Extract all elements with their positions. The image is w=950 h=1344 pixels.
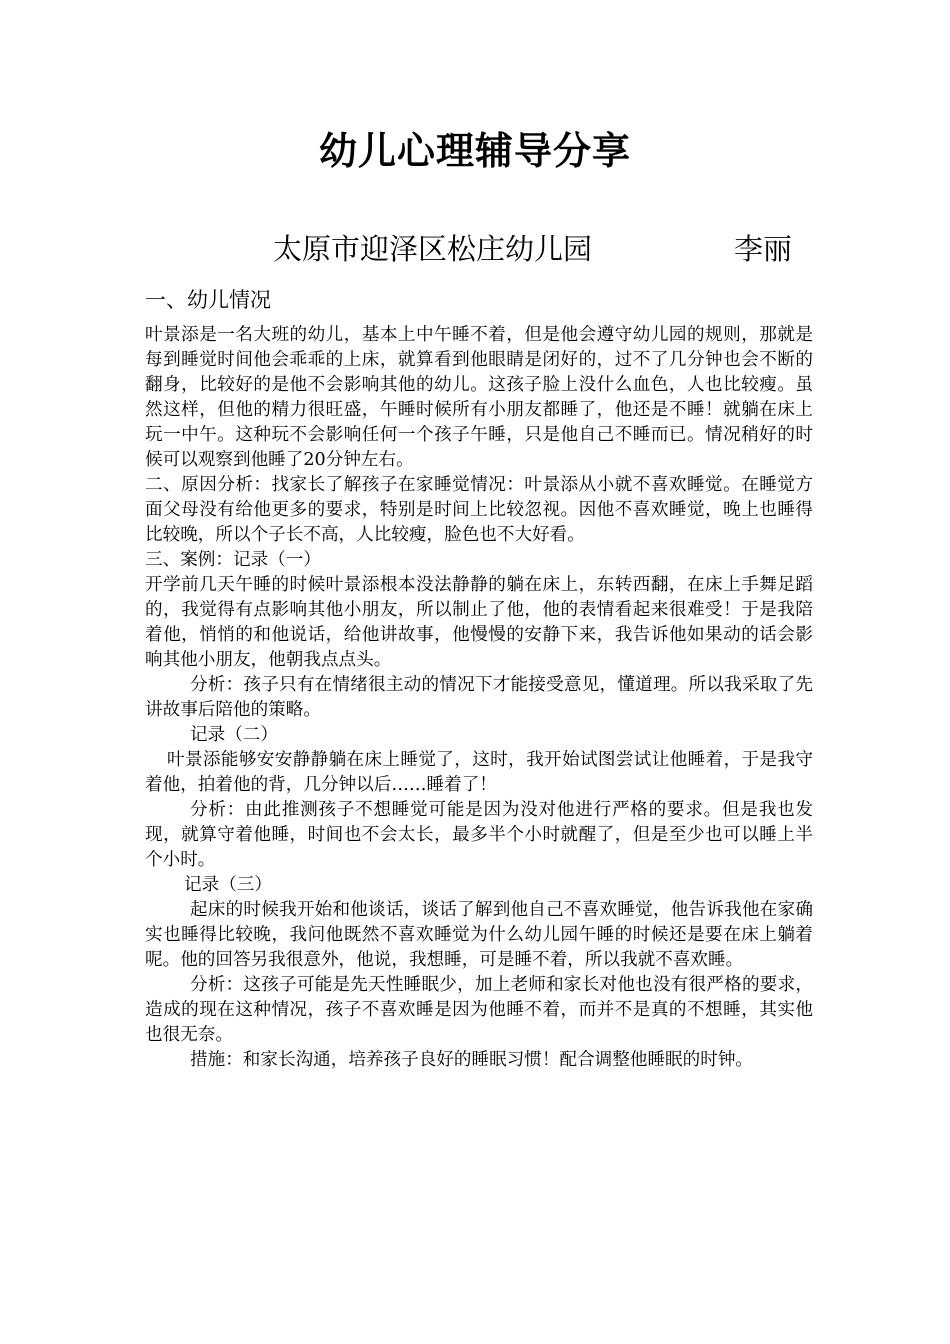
paragraph-record-2: 叶景添能够安安静静躺在床上睡觉了，这时，我开始试图尝试让他睡着，于是我守着他，拍着他的背，几分钟以后……睡着了！ — [145, 750, 813, 795]
paragraph-record-3: 起床的时候我开始和他谈话，谈话了解到他自己不喜欢睡觉，他告诉我他在家确实也睡得比较晚，我问他既然不喜欢睡觉为什么幼儿园午睡的时候还是要在床上躺着呢。他的回答另我很意外，他说，我想睡，可是睡不着，所以我就不喜欢睡。 — [145, 900, 813, 970]
heading-record-3: 记录（三） — [184, 875, 272, 895]
paragraph-child-situation: 叶景添是一名大班的幼儿，基本上中午睡不着，但是他会遵守幼儿园的规则，那就是每到睡觉时间他会乖乖的上床，就算看到他眼睛是闭好的，过不了几分钟也会不断的翻身，比较好的是他不会影响其他的幼儿。这孩子脸上没什么血色，人也比较瘦。虽然这样，但他的精力很旺盛，午睡时候所有小朋友都睡了，他还是不睡！就躺在床上玩一中午。这种玩不会影响任何一个孩子午睡，只是他自己不睡而已。情况稍好的时候可以观察到他睡了20分钟左右。 — [145, 325, 813, 470]
paragraph-analysis-2: 分析：由此推测孩子不想睡觉可能是因为没对他进行严格的要求。但是我也发现，就算守着他睡，时间也不会太长，最多半个小时就醒了，但是至少也可以睡上半个小时。 — [145, 800, 813, 870]
paragraph-measures: 措施：和家长沟通，培养孩子良好的睡眠习惯！配合调整他睡眠的时钟。 — [190, 1050, 754, 1070]
section-heading-child-situation: 一、幼儿情况 — [145, 288, 271, 312]
paragraph-cause-analysis: 二、原因分析：找家长了解孩子在家睡觉情况：叶景添从小就不喜欢睡觉。在睡觉方面父母没有给他更多的要求，特别是时间上比较忽视。因他不喜欢睡觉，晚上也睡得比较晚，所以个子长不高，人比较瘦，脸色也不大好看。 — [145, 475, 813, 545]
paragraph-record-1: 开学前几天午睡的时候叶景添根本没法静静的躺在床上，东转西翻，在床上手舞足蹈的，我觉得有点影响其他小朋友，所以制止了他，他的表情看起来很难受！于是我陪着他，悄悄的和他说话，给他讲故事，他慢慢的安静下来，我告诉他如果动的话会影响其他小朋友，他朝我点点头。 — [145, 575, 813, 670]
paragraph-analysis-3: 分析：这孩子可能是先天性睡眠少，加上老师和家长对他也没有很严格的要求，造成的现在这种情况，孩子不喜欢睡是因为他睡不着，而并不是真的不想睡，其实他也很无奈。 — [145, 975, 813, 1045]
paragraph-analysis-1: 分析：孩子只有在情绪很主动的情况下才能接受意见，懂道理。所以我采取了先讲故事后陪他的策略。 — [145, 675, 813, 720]
document-body — [145, 323, 813, 1073]
organization-name: 太原市迎泽区松庄幼儿园 — [273, 232, 593, 266]
heading-record-2: 记录（二） — [190, 725, 278, 745]
author-name: 李丽 — [734, 232, 793, 266]
heading-case-record-1: 三、案例：记录（一） — [145, 550, 321, 570]
document-title: 幼儿心理辅导分享 — [318, 129, 631, 173]
